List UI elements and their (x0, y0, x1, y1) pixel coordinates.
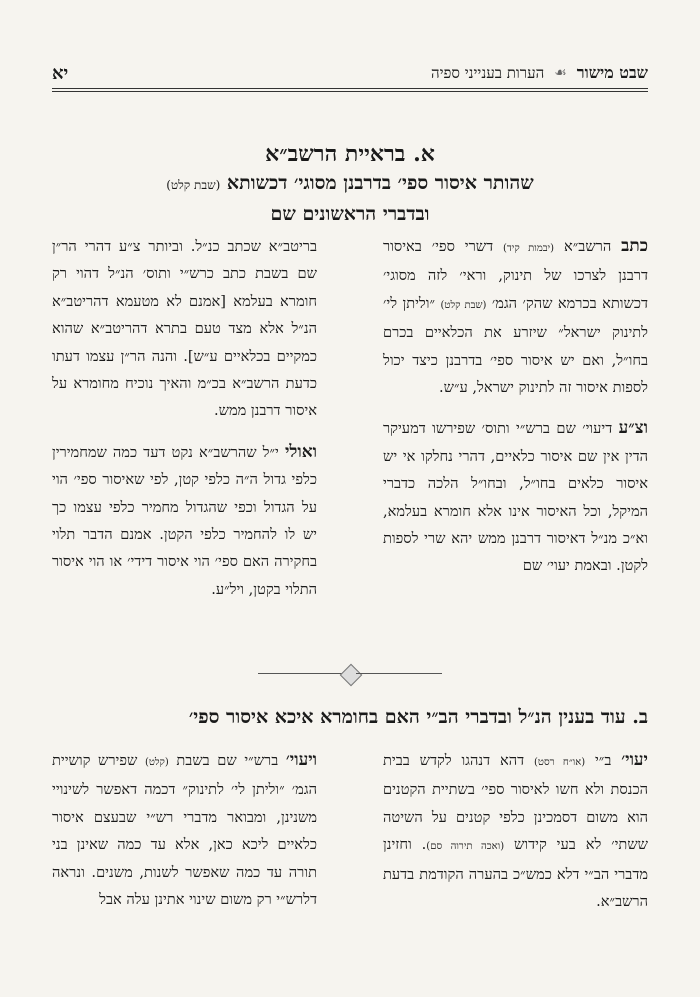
section1-title: א. בראיית הרשב״א (265, 141, 435, 167)
text-run: י״ל שהרשב״א נקט דעד כמה שמחמירין כלפי גדול ה״ה כלפי קטן, לפי שאיסור ספי׳ הוי על הגדול וכפי שהגדול מחמיר כלפי עצמו כך יש לו להחמיר כלפי הקטן. אמנם הדבר תלוי בחקירה האם ספי׳ הוי איסור דידי׳ או הוי איסור התלוי בקטן, ויל״ע. (52, 443, 317, 598)
paragraph (52, 747, 317, 913)
section2-title: ב. עוד בענין הנ״ל ובדברי הב״י האם בחומרא איכא איסור ספי׳ (188, 706, 648, 728)
ornament-diamond-icon (340, 664, 363, 687)
running-title: שבט מישור (576, 63, 648, 82)
running-header (52, 58, 648, 89)
text-run: דהא דנהגו לקדש בבית הכנסת ולא חשו לאיסור ספי׳ בשתיית הקטנים הוא משום דסמכינן כלפי קטנים על השיטה ששתי׳ לא בעי קידוש (383, 752, 648, 854)
page-number: יא (52, 62, 69, 84)
text-run: דשרי ספי׳ באיסור דרבנן לצרכו של תינוק, וראי׳ לזה מסוגי׳ דכשותא בכרמא שהק׳ הגמ׳ (383, 238, 648, 312)
section1-column-right (383, 233, 648, 580)
lead-word: ואולי (284, 441, 317, 462)
paragraph (383, 747, 648, 915)
section1-subtitle-2: ובדברי הראשונים שם (270, 203, 430, 225)
text-run: דיעוי׳ שם ברש״י ותוס׳ שפירשו דמעיקר הדין אין שם איסור כלאיים, דהרי נחלקו אי יש איסור כלאים בחו״ל, ובחו״ל הלכה כדברי המיקל, וכל האיסור אינו אלא חומרא בעלמא, וא״כ מנ״ל דאיסור דרבנן ממש יהא שרי לספות לקטן. ובאמת יעוי׳ שם (383, 420, 648, 575)
section2-column-right (383, 747, 648, 915)
divider-line (356, 673, 442, 674)
text-run: ברש״י שם בשבת (168, 752, 286, 769)
running-subtitle: הערות בענייני ספיה (430, 63, 545, 82)
section-divider (258, 667, 442, 681)
source-citation: (שבת קלט) (440, 299, 487, 311)
paragraph (383, 233, 648, 401)
lead-word: וצ״ע (618, 418, 648, 439)
source-citation: (יבמות קיד) (503, 243, 555, 254)
divider-line (258, 673, 344, 674)
section1-subtitle-text: שהותר איסור ספי׳ בדרבנן מסוגי׳ דכשותא (226, 172, 534, 194)
text-run: הרשב״א (554, 238, 622, 255)
section1-subtitle-source: (שבת קלט) (166, 178, 221, 192)
text-run: ב״י (585, 752, 622, 769)
section1-subtitle (52, 169, 648, 200)
source-citation: (קלט) (144, 757, 169, 768)
section1-heading (52, 140, 648, 229)
lead-word: ויעוי׳ (285, 750, 318, 770)
text-run: . וחזינן מדברי הב״י דלא כמש״כ בהערה הקודמת בדעת הרשב״א. (383, 836, 648, 911)
paragraph: בריטב״א שכתב כנ״ל. וביותר צ״ע דהרי הר״ן שם בשבת כתב כרש״י ותוס׳ הנ״ל דהוי רק חומרא בעלמא [אמנם לא מטעמא דהריטב״א הנ״ל אלא מצד טעם בתרא דהריטב״א שהוא כמקיים בכלאיים ע״ש]. והנה הר״ן עצמו דעתו כדעת הרשב״א בכ״מ והאיך נוכיח מחומרא על איסור דרבנן ממש. (52, 238, 317, 420)
header-divider (52, 91, 648, 92)
paragraph (383, 415, 648, 579)
source-citation: (ואכה תירוה סם) (426, 841, 505, 853)
lead-word: יעוי׳ (621, 750, 649, 770)
text-run: שפירש קושיית הגמ׳ ״וליתן לי׳ לתינוק״ דכמה דאפשר לשינויי משנינן, ומבואר מדברי רש״י שבעצם איסור כלאיים ליכא כאן, אלא עד כמה שאינן בני תורה עד כמה שאפשר לשנות, משנים. ונראה דלרש״י רק משום שינוי אתינן עלה אבל (52, 752, 317, 909)
text-run: ״וליתן לי׳ לתינוק ישראל״ שיזרע את הכלאיים בכרם בחו״ל, ואם יש איסור ספי׳ בדרבנן כיצד יכול לספות איסור זה לתינוק ישראל, ע״ש. (383, 294, 648, 397)
section2-column-left (52, 747, 317, 913)
paragraph (52, 439, 317, 603)
ornament-icon: ☙ (554, 65, 567, 81)
lead-word: כתב (621, 236, 649, 256)
section1-column-left (52, 233, 317, 603)
source-citation: (או״ח רסט) (534, 757, 586, 768)
header-title-group (431, 63, 648, 83)
